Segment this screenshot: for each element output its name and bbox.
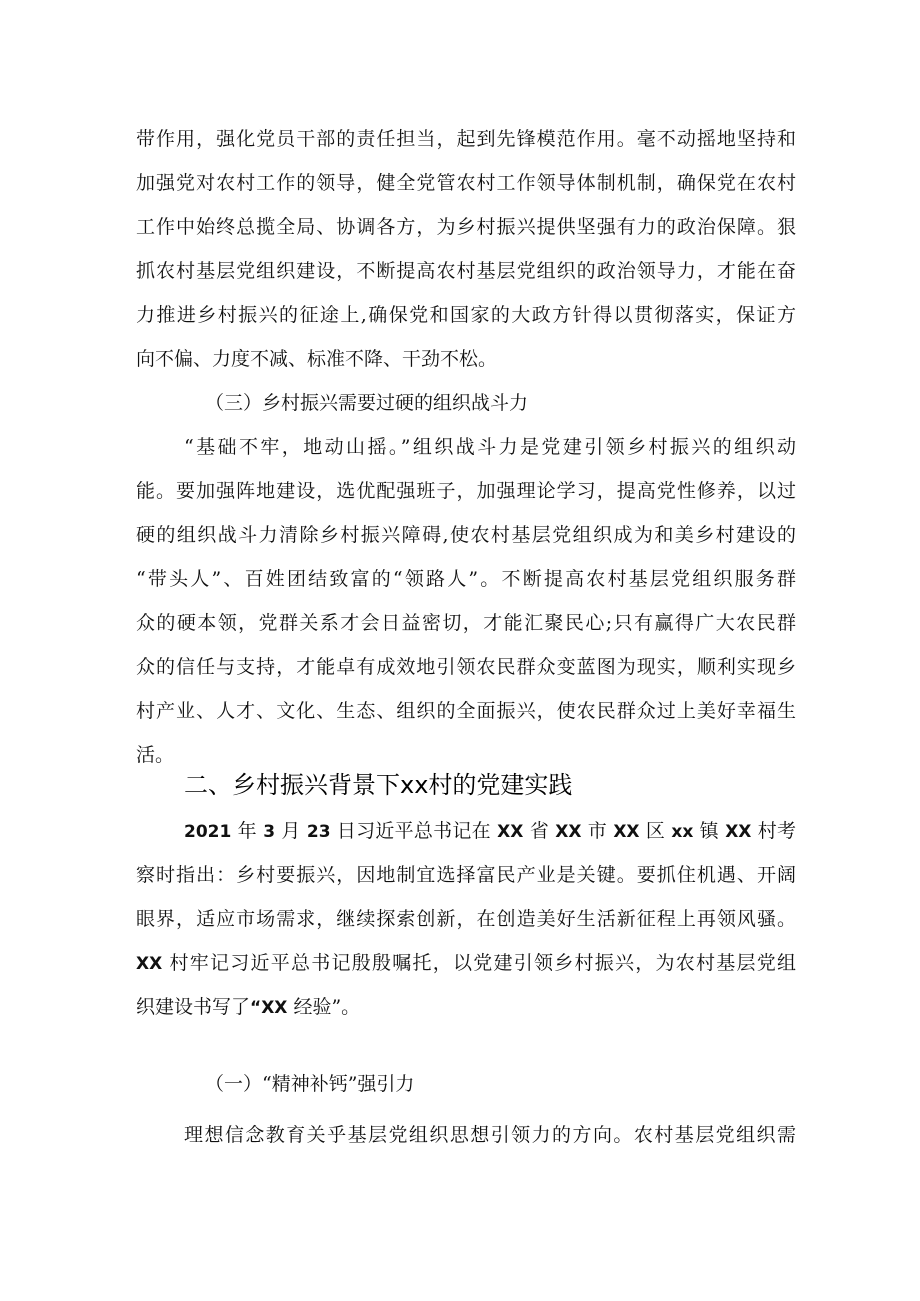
text-fragment: 省 bbox=[529, 820, 549, 842]
placeholder-village: XX bbox=[725, 822, 752, 842]
text-fragment: 镇 bbox=[699, 820, 719, 842]
text-fragment: 村考 bbox=[757, 820, 796, 842]
paragraph-line: 理想信念教育关乎基层党组织思想引领力的方向。农村基层党组织需 bbox=[184, 1124, 796, 1146]
subheading-one: （一）“精神补钙”强引力 bbox=[205, 1073, 415, 1095]
text-fragment: 月 bbox=[281, 820, 301, 842]
paragraph-line: 村产业、人才、文化、生态、组织的全面振兴，使农民群众过上美好幸福生 bbox=[136, 700, 796, 722]
paragraph-line: 向不偏、力度不减、标准不降、干劲不松。 bbox=[136, 348, 498, 370]
placeholder-experience: “XX bbox=[250, 998, 288, 1018]
placeholder-district: XX bbox=[613, 822, 640, 842]
placeholder-village: XX bbox=[136, 954, 163, 974]
placeholder-city: XX bbox=[555, 822, 582, 842]
text-fragment: 年 bbox=[237, 820, 257, 842]
day-value: 23 bbox=[306, 822, 331, 842]
paragraph-line: 能。要加强阵地建设，选优配强班子，加强理论学习，提高党性修养，以过 bbox=[136, 480, 796, 502]
paragraph-line: 眼界，适应市场需求，继续探索创新，在创造美好生活新征程上再领风骚。 bbox=[136, 908, 796, 930]
text-fragment: 村牢记习近平总书记殷殷嘱托，以党建引领乡村振兴，为农村基层党组 bbox=[169, 952, 796, 974]
month-value: 3 bbox=[263, 822, 276, 842]
subheading-three: （三）乡村振兴需要过硬的组织战斗力 bbox=[205, 392, 529, 414]
text-fragment: 区 bbox=[645, 820, 666, 842]
text-fragment: 经验”。 bbox=[293, 996, 361, 1018]
paragraph-line: 带作用，强化党员干部的责任担当，起到先锋模范作用。毫不动摇地坚持和 bbox=[136, 128, 796, 150]
paragraph-line: 抓农村基层党组织建设，不断提高农村基层党组织的政治领导力，才能在奋 bbox=[136, 260, 796, 282]
paragraph-line: 活。 bbox=[136, 744, 175, 766]
text-fragment: 日习近平总书记在 bbox=[336, 820, 491, 842]
text-fragment: 织建设书写了 bbox=[136, 996, 251, 1018]
paragraph-line bbox=[136, 985, 796, 1029]
paragraph-line: 众的硬本领，党群关系才会日益密切，才能汇聚民心;只有赢得广大农民群 bbox=[136, 612, 796, 634]
paragraph-line bbox=[136, 941, 796, 985]
paragraph-line: 加强党对农村工作的领导，健全党管农村工作领导体制机制，确保党在农村 bbox=[136, 172, 796, 194]
paragraph-line: 察时指出：乡村要振兴，因地制宜选择富民产业是关键。要抓住机遇、开阔 bbox=[136, 864, 796, 886]
placeholder-province: XX bbox=[497, 822, 524, 842]
paragraph-line: 众的信任与支持，才能卓有成效地引领农民群众变蓝图为现实，顺利实现乡 bbox=[136, 656, 796, 678]
paragraph-line: 力推进乡村振兴的征途上,确保党和国家的大政方针得以贯彻落实，保证方 bbox=[136, 304, 796, 326]
paragraph-line: 工作中始终总揽全局、协调各方，为乡村振兴提供坚强有力的政治保障。狠 bbox=[136, 216, 796, 238]
paragraph-line: “基础不牢，地动山摇。”组织战斗力是党建引领乡村振兴的组织动 bbox=[184, 436, 796, 458]
paragraph-line: 硬的组织战斗力清除乡村振兴障碍,使农村基层党组织成为和美乡村建设的 bbox=[136, 524, 796, 546]
paragraph-line: “带头人”、百姓团结致富的“领路人”。不断提高农村基层党组织服务群 bbox=[136, 568, 796, 590]
section-heading: 二、乡村振兴背景下xx村的党建实践 bbox=[184, 771, 573, 799]
year-value: 2021 bbox=[184, 822, 232, 842]
paragraph-line bbox=[184, 809, 796, 853]
placeholder-town: xx bbox=[671, 822, 694, 842]
text-fragment: 市 bbox=[587, 820, 608, 842]
